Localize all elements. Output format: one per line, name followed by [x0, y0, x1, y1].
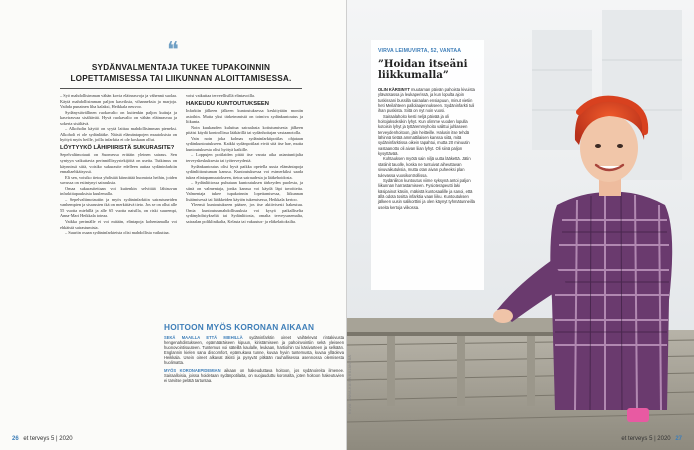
paragraph: voisi vaikuttaa terveellisillä elintavoilla. [186, 93, 255, 98]
article-column-1 [60, 93, 177, 303]
paragraph: – Sepelvaltimotautiin ja myös sydäninfarktiin sairastuneiden vanhempien ja sisarusten ikä on merkittävä tieto. Jos se on ollut alle 55 vuotta miehillä ja alle 65 vuotta naisilla, on riski suurempi, Anna-Mari Heikkala toteaa. [60, 196, 177, 219]
paragraph: Sydänystävällinen ruokavalio on kuitenkin paljon kuituja ja kasvirasvaa sisältävää. Hyvä ruokavalio on vähän eläinrasvaa ja sokeria sisältävä. [60, 109, 177, 126]
magazine-name: et terveys [23, 436, 50, 442]
paragraph: Vaikka perimälle ei voi mitään, elintapoja kohentamalla voi ehkäistä sairastumista. [60, 218, 177, 230]
divider [60, 88, 302, 89]
right-page [347, 0, 694, 450]
paragraph: – Loppujen potilaiden pitää itse varata aika asiantuntijalta terveyskeskuksesta tai työterveydestä. [186, 152, 303, 163]
box-title: HOITOON MYÖS KORONAN AIKAAN [164, 322, 315, 332]
box-lead-2: MYÖS KORONAEPIDEMIAN [164, 367, 221, 373]
testimonial-card [371, 40, 484, 290]
section-heading: LÖYTYYKÖ LÄHIPIIRISTÄ SUKURASITE? [60, 144, 175, 151]
paragraph: – Sydänliittossa puhutaan kuntoutuksen tärkeyden puolesta, ja siinä on valmentaja, jonka kanssa voi käydä läpi tavoitteita. Valmentaja tukee tupakoinnin lopettamisessa, liikunnan lisäämisessä tai lääkkeiden käytön tukemisessa, Heikkala kertoo. [186, 180, 303, 202]
paragraph: – Suuriin osaan sydäninfarkteista olisi mahdollista vaikuttaa. [65, 230, 170, 236]
paragraph: Infarktin jälkeen jälkeen kuntoutuksessa keskitytään moniin asioihin. Mutta yksi tärkeimmistä on toimiva sydänkuntoutus ja liikunta. [186, 108, 303, 125]
testimonial-lead: OLIN KÄRSINYT [378, 87, 410, 92]
box-lead-1: SEKÄ MAAILLA ETTÄ MIEHILLÄ [164, 335, 243, 340]
box-paragraph-2: aikaan on hakeuduttava hoitoon, jos sydänoireita ilmenee. Sairaalloisia, joissa hoidetaan sydänpotilaita, on suojauduttu koronalta, joten hoitoon hakeutuvien ei tarvitse pelätä tartuntaa. [164, 367, 345, 383]
info-box [10, 318, 347, 422]
box-text [164, 335, 344, 385]
pull-quote: SYDÄNVALMENTAJA TUKEE TUPAKOINNIN LOPETTAMISESSA TAI LIIKUNNAN ALOITTAMISESSA. [70, 63, 292, 84]
paragraph: Sydänkuntoutus olisi hyvä paikka opetella uusia elämäntapoja sydänliittoutuman kanssa. Kuntoutuksessa voi esimerkiksi saada tukea elintapamuutokseen, tietoa sairaudesta ja lääkehoidosta. [186, 163, 303, 180]
paragraph: Noin kuukauden kuluttua sairaalasta kotiutumisesta jälkeen pitäisi käydä kontrollissa lääkärillä tai sydänhoitajan vastaanotolla. [186, 124, 303, 136]
article-column-2 [186, 93, 303, 301]
page-number: 27 [675, 436, 682, 442]
paragraph: Sydänliiton kuntoutus viime syksynä antoi paljon liikunnan harrastamiseen. Fysioterapeutti laki käsipainot käsiin, mäkistä kuntosaalille ja sanoi, että ällä odota tositta infarktia vaan liiku. Kuntoutuksen jälkeen uusin salikorttini ja olen käynyt tyhmätunneilla useita kertoja viikossa. [378, 177, 475, 210]
testimonial-headline: ”Hoidan itseäni liikkumalla” [378, 58, 468, 81]
testimonial-byline: VIRVA LEIMUVIRTA, 52, VANTAA [378, 48, 462, 54]
paragraph: Omaa sukurasitettaan voi kuitenkin selvittää lähisuvun infarktitapauksista kuulemalla. [60, 185, 177, 197]
issue-number: 5 | 2020 [649, 436, 671, 442]
paragraph: Yleensä kuntoutukseen pääsee, jos itse aktiivisesti hakeutuu. Omia kuntoutusmahdollisuuksia voi kysyä paikalliselta sydänyhdistykseltä tai Sydänliitosta, omalta terveysasemalta, sairaalan poliklinikalta, Kelasta tai vakuutus- ja eläkelaitoksilta. [186, 202, 303, 224]
quote-mark-icon: ❝ [167, 38, 179, 63]
photo-credit: KUVA: ANNA-KAISA KUJANPÄÄ [348, 355, 352, 414]
section-heading: HAKEUDU KUNTOUTUKSEEN [186, 100, 269, 107]
magazine-name: et terveys [621, 436, 648, 442]
page-number: 26 [12, 436, 19, 442]
box-paragraph-1: sydäninfarktin oireet vaihtelevat rintakivusta hengenahdistukseen, epämääräiseen kipuun, kiristämiseen ja pahoinvointiin sekä yleiseen huonovointisuuteen. Tuntemus voi säteillä kaulalle, leukaan, hartioihin tai käsivarteen ja selkään. Englannin kielen sana discomfort, epämukava tunne, kuvaa hyvin tuntemusta, kuvaa ylläoleva Heikkala. Usein oireet alkavat äkisti ja pysyvät pitkään rauhallisessa asennossa olemisesta huolimatta. [164, 335, 345, 366]
paragraph: Sairaalahoito kesti neljä päivää ja oli hoitojaksoksikin lyhyt. Kun olimme vuoden lopulla kotoisin lyhyt ja tyttäremmyhoito valittui juhlaseen terveydenhoitoon, jäin heitteille. Halusin itse tehdä lähinnä tietää ammattilaisen kanssa siitä, mitä sydäninfarktissa oikein tapahtui, mutta 20 minuutin vastaanotto oli aivan liian lyhyt. Oli siinä paljon kysyttävää. [378, 113, 470, 157]
paragraph: Sepelvaltimotauti on Suomessa erittäin yleinen sairaus. Sen syntyyn vaikuttavia perinnöllisyystekijöitä on useita. Tutkimus on käynnissä siitä, voisiko sukurasite edelleen auttaa sydäninfarktin ennaltaehkäisyssä. [60, 152, 177, 175]
paragraph: Eli sen, voisiko tietoa yhdistää kiinnittää huomiota heihin, joiden suvussa on esiintynyt sairauksia. [60, 174, 177, 186]
testimonial-body [378, 87, 478, 210]
page-footer-right [621, 436, 682, 442]
paragraph: Vain noin joka kolmas sydäninfarktipotilas ohjataan sydänkuntoutukseen. Kaikki sydänpotilaat eivät sitä itse hae, mutta kuntoutuksesta olisi hyötyä kaikille. [186, 135, 303, 152]
paragraph: – Alkoholin käyttö on syytä laittaa mahdollisimman pieneksi. Alkoholi ei ole sydänlääke. Näistä elämäntapojen muutoksista on hyötyä myös heille, joilla infarktia ei ole koskaan ollut. [60, 126, 177, 143]
page-footer-left [12, 436, 73, 442]
paragraph: muutaman päivän pahoista kivuista ylävatsassa ja leukaperissä, ja kun lopulta ajoin tuskissani bussilla sairaalan ensiapuun, minut vietiin heti Meilahteen pallolaajennukseen. Sydäninfarkti tuli ihan puskista. Siitä on nyt noin vuosi. [378, 87, 475, 114]
issue-number: 5 | 2020 [51, 436, 73, 442]
paragraph: Kohtauksen myötä sain niljä uutta lääkettä. Jätin statiinit tauolle, koska ne tuntuivat aiheuttavan sivuvaikutuksia, mutta otan aivan puheeksi plan tulevassa vuosikontrollissa. [378, 156, 471, 178]
paragraph: – Syö mahdollisimman vähän kovia eläinrasvoja ja vähennä suolaa. Käytä mahdollisimman paljon kasviksia, vihanneksia ja marjoja. Vaihda punainen liha kalaksi, Heikkala neuvoo. [60, 93, 177, 110]
